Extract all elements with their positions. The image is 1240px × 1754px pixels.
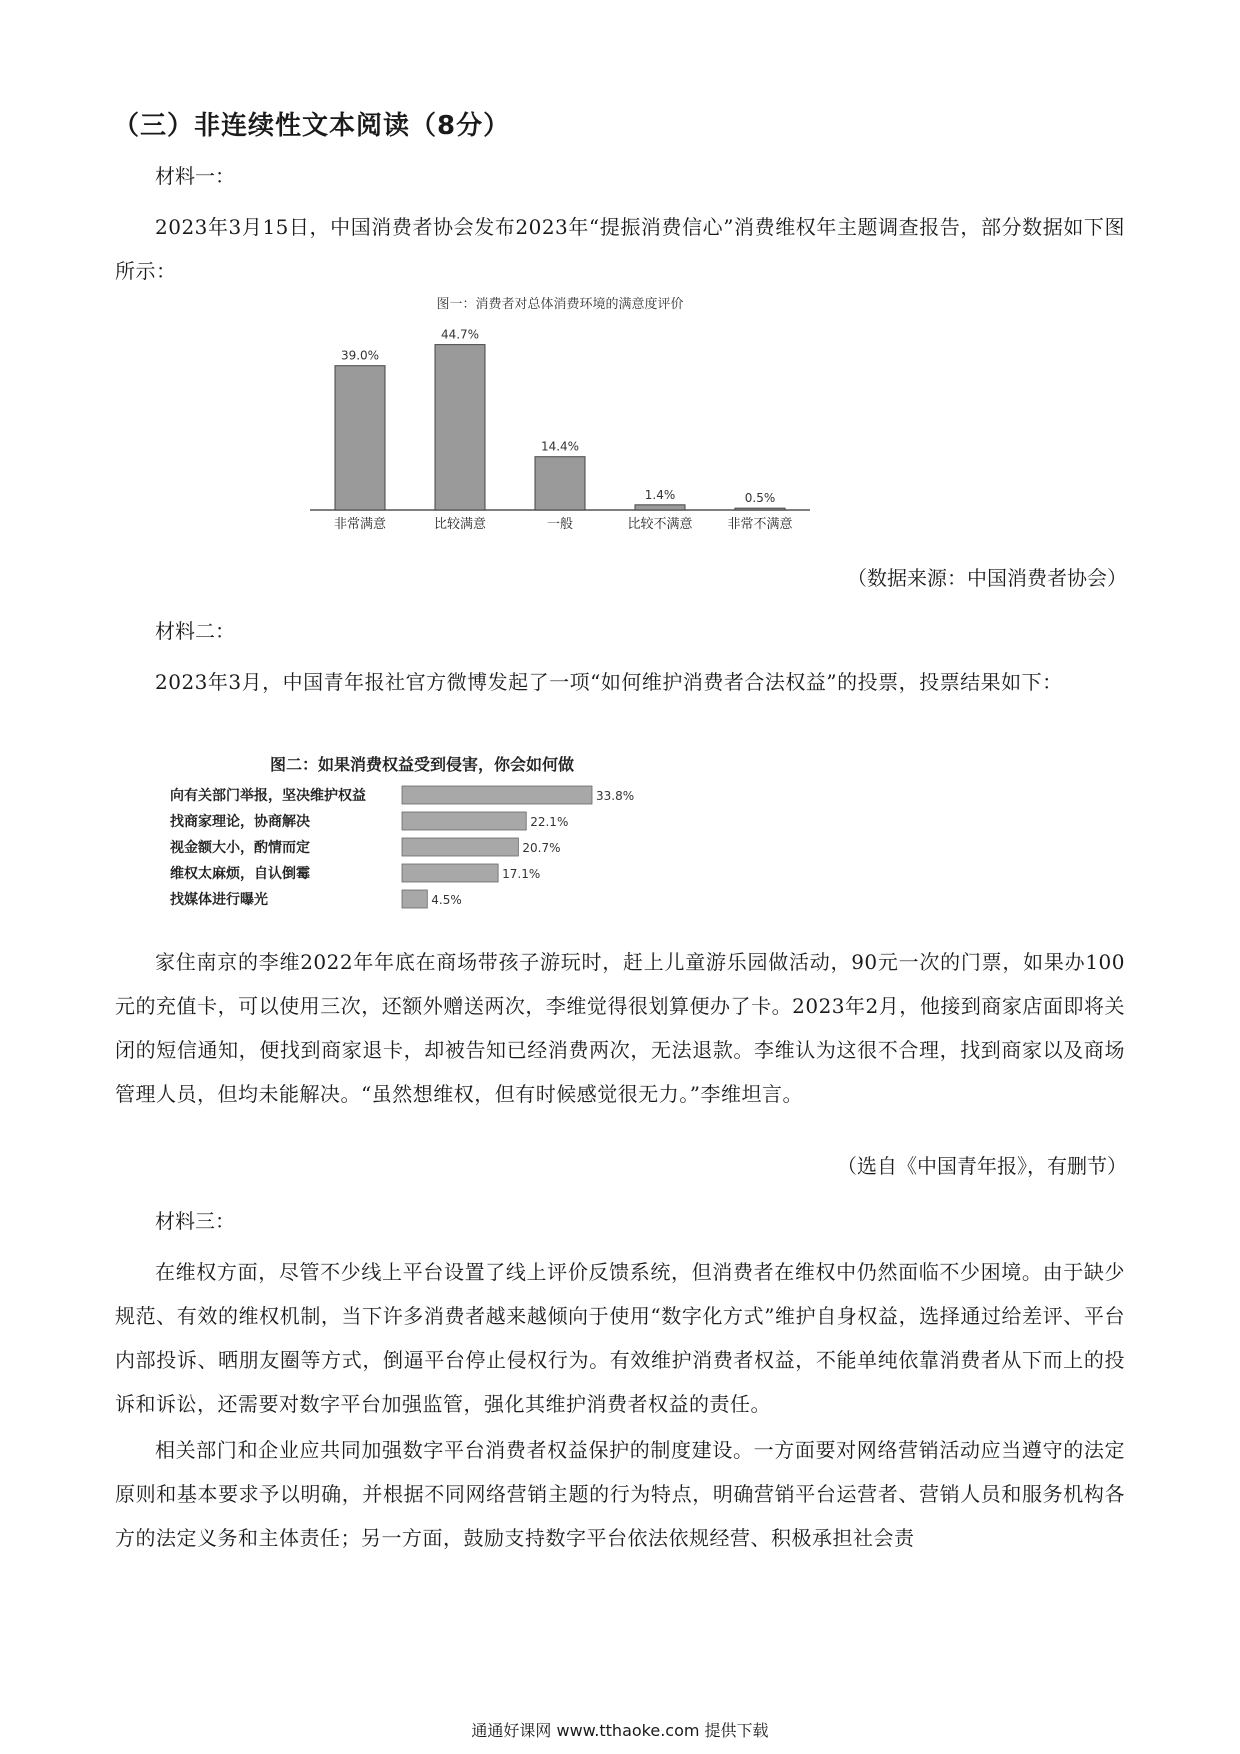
chart1-bar — [335, 366, 385, 510]
material2-label: 材料二： — [155, 619, 235, 643]
chart1-category-label: 比较满意 — [433, 517, 487, 532]
chart1-bars — [334, 328, 793, 532]
chart2-bars — [170, 786, 634, 908]
chart2-bar — [402, 838, 518, 856]
material1-source: （数据来源：中国消费者协会） — [847, 566, 1127, 590]
material2-story: 家住南京的李维2022年年底在商场带孩子游玩时，赶上儿童游乐园做活动，90元一次的门票，如果办100元的充值卡，可以使用三次，还额外赠送两次，李维觉得很划算便办了卡。2023年2月，他接到商家店面即将关闭的短信通知，便找到商家退卡，却被告知已经消费两次，无法退款。李维认为这很不合理，找到商家以及商场管理人员，但均未能解决。“虽然想维权，但有时候感觉很无力。”李维坦言。 — [115, 950, 1125, 1106]
chart2-data-label: 20.7% — [522, 841, 561, 855]
chart2-category-label: 维权太麻烦，自认倒霉 — [170, 866, 310, 882]
chart1 — [300, 290, 820, 540]
chart2 — [170, 752, 770, 932]
material2-source: （选自《中国青年报》，有删节） — [837, 1154, 1127, 1178]
material1-label: 材料一： — [155, 164, 235, 188]
chart2-title: 图二：如果消费权益受到侵害，你会如何做 — [270, 755, 575, 774]
material1-intro: 2023年3月15日，中国消费者协会发布2023年“提振消费信心”消费维权年主题调查报告，部分数据如下图所示： — [115, 215, 1125, 283]
chart2-category-label: 找商家理论，协商解决 — [170, 814, 310, 830]
chart1-data-label: 39.0% — [340, 348, 380, 363]
chart2-data-label: 22.1% — [530, 815, 569, 829]
chart2-category-label: 向有关部门举报，坚决维护权益 — [170, 788, 366, 804]
chart1-category-label: 比较不满意 — [627, 517, 693, 532]
footer-download-note: 通通好课网 www.tthaoke.com 提供下载 — [471, 1721, 769, 1740]
material2-intro: 2023年3月，中国青年报社官方微博发起了一项“如何维护消费者合法权益”的投票，投票结果如下： — [155, 670, 1063, 694]
chart2-category-label: 找媒体进行曝光 — [170, 892, 268, 908]
chart2-data-label: 4.5% — [431, 893, 462, 907]
chart1-data-label: 44.7% — [440, 327, 480, 342]
chart1-data-label: 14.4% — [540, 439, 580, 454]
chart1-data-label: 0.5% — [744, 491, 776, 506]
chart2-bar — [402, 864, 498, 882]
section-title: （三）非连续性文本阅读（8分） — [113, 111, 511, 141]
chart2-data-label: 33.8% — [596, 789, 635, 803]
chart2-bar — [402, 812, 526, 830]
chart1-bar — [735, 508, 785, 510]
chart2-category-label: 视金额大小，酌情而定 — [170, 840, 310, 856]
chart1-data-label: 1.4% — [644, 487, 676, 502]
chart1-category-label: 非常不满意 — [727, 517, 793, 532]
material3-label: 材料三： — [155, 1209, 235, 1233]
chart2-bar — [402, 890, 427, 908]
chart1-bar — [535, 457, 585, 510]
chart1-bar — [435, 345, 485, 510]
chart2-bar — [402, 786, 592, 804]
chart1-title: 图一：消费者对总体消费环境的满意度评价 — [436, 297, 684, 312]
material3-paragraph-2: 相关部门和企业应共同加强数字平台消费者权益保护的制度建设。一方面要对网络营销活动应当遵守的法定原则和基本要求予以明确，并根据不同网络营销主题的行为特点，明确营销平台运营者、营销人员和服务机构各方的法定义务和主体责任；另一方面，鼓励支持数字平台依法依规经营、积极承担社会责 — [115, 1438, 1125, 1550]
material3-paragraph-1: 在维权方面，尽管不少线上平台设置了线上评价反馈系统，但消费者在维权中仍然面临不少困境。由于缺少规范、有效的维权机制，当下许多消费者越来越倾向于使用“数字化方式”维护自身权益，选择通过给差评、平台内部投诉、晒朋友圈等方式，倒逼平台停止侵权行为。有效维护消费者权益，不能单纯依靠消费者从下而上的投诉和诉讼，还需要对数字平台加强监管，强化其维护消费者权益的责任。 — [115, 1260, 1125, 1416]
chart1-category-label: 一般 — [546, 517, 574, 532]
chart1-bar — [635, 505, 685, 510]
chart1-category-label: 非常满意 — [333, 517, 387, 532]
chart2-data-label: 17.1% — [502, 867, 541, 881]
